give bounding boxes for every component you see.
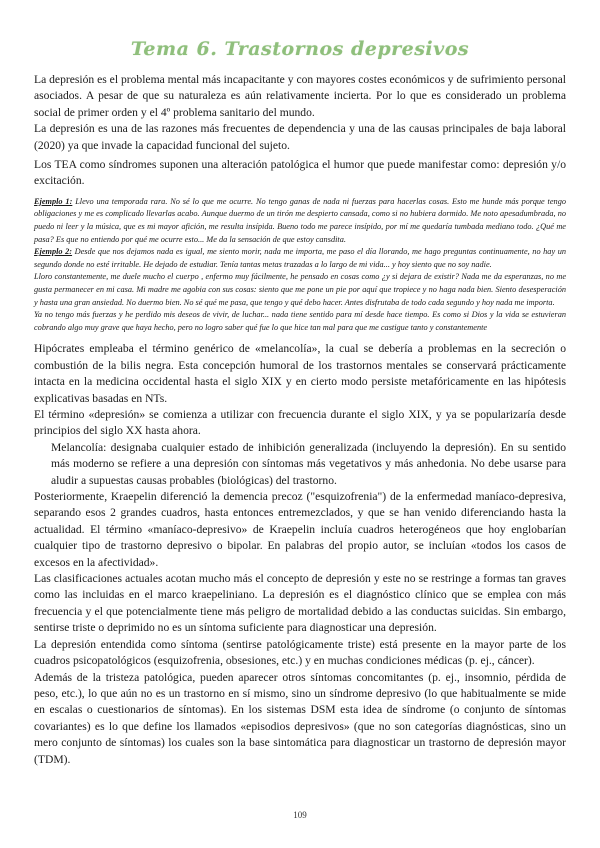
body-section [34,341,566,768]
example-2-text: Desde que nos dejamos nada es igual, me siento morir, nada me importa, me paso el día llorando, me hago preguntas continuamente, no hay un segundo donde no esté irritable. He dejado de estudiar. Tenía tantas metas trazadas a lo largo de mi vida... y hoy siento que no soy nadie. [34,247,566,269]
intro-paragraph: La depresión es una de las razones más frecuentes de dependencia y una de las causas principales de baja laboral (2020) ya que invade la capacidad funcional del sujeto. [34,122,566,152]
body-paragraph: Además de la tristeza patológica, pueden aparecer otros síntomas concomitantes (p. ej., insomnio, pérdida de peso, etc.), lo que aún no es un trastorno en sí mismo, sino un síndrome depresivo (lo que habitualmente se mide en escalas o cuestionarios de síntomas). En los sistemas DSM esta idea de síndrome (o conjunto de síntomas covariantes) es lo que define los llamados «episodios depresivos» (que no son categorías diagnósticas, sino un mero conjunto de síntomas) los cuales son la base sintomática para diagnosticar un trastorno de depresión mayor (TDM). [34,670,566,766]
body-paragraph: Las clasificaciones actuales acotan mucho más el concepto de depresión y este no se restringe a formas tan graves como las incluidas en el marco kraepeliniano. La depresión es el diagnóstico clínico que se emplea con más frecuencia y el que potencialmente tiene más peligro de mortalidad debido a las conductas suicidas. Sin embargo, sentirse triste o deprimido no es un síntoma suficiente para diagnosticar una depresión. [34,572,566,635]
intro-paragraph: Los TEA como síndromes suponen una alteración patológica el humor que puede manifestar como: depresión y/o excitación. [34,158,566,188]
body-paragraph: Posteriormente, Kraepelin diferenció la demencia precoz ("esquizofrenia") de la enfermedad maníaco-depresiva, separando esos 2 grandes cuadros, hasta entonces entremezclados, y que se han venido diferenciando hasta la actualidad. El término «maníaco-depresivo» de Kraepelin incluía cuadros heterogéneos que hoy englobarían cualquier tipo de trastorno depresivo o bipolar. En palabras del propio autor, se incluían «todos los casos de excesos en la afectividad». [34,490,566,569]
intro-section [34,72,566,190]
example-2-label: Ejemplo 2: [34,247,73,257]
page-number: 109 [293,810,307,820]
example-1 [34,196,566,246]
example-2 [34,246,566,271]
example-1-label: Ejemplo 1: [34,196,73,206]
body-paragraph: Hipócrates empleaba el término genérico de «melancolía», la cual se debería a problemas en la secreción o combustión de la bilis negra. Esta concepción humoral de los trastornos mentales se conservará prácticamente intacta en la medicina occidental hasta el siglo XIX y en cierto modo persiste metafóricamente en las hipótesis explicativas basadas en NTs. [34,342,566,405]
example-3-text: Lloro constantemente, me duele mucho el cuerpo , enfermo muy fácilmente, he pensado en cosas como ¿y si dejara de existir? Nada me da esperanzas, no me gusta permanecer en mi casa. Mi madre me agobia con sus cosas: siento que me pone un pie por aquí que tropiece y no haga nada bien. Siento desesperación y hasta una gran ansiedad. No duermo bien. No sé qué me pasa, que tengo y qué debo hacer. Antes disfrutaba de todo cada segundo y hoy nada me importa. [34,272,566,307]
example-1-text: Llevo una temporada rara. No sé lo que me ocurre. No tengo ganas de nada ni fuerzas para hacerlas cosas. Esto me hunde más porque tengo obligaciones y me es complicado llevarlas acabo. Aunque duermo de un tirón me despierto cansada, como si no hubiera dormido. Me noto apesadumbrada, no puedo ni leer y la música, que es mi mayor afición, me resulta insípida. Bueno todo me parece insípido, por mí me quedaría tumbada mediano todo. ¿Qué me pasa? Es que no entiendo por qué me ocurre esto... Me da la sensación de que estoy cansdita. [34,196,566,244]
example-4-text: Ya no tengo más fuerzas y he perdido mis deseos de vivir, de luchar... nada tiene sentido para mí desde hace tiempo. Es como si Dios y la vida se estuvieran cobrando algo muy grave que haya hecho, pero no logro saber qué fue lo que hice tan mal para que me castigue tanto y constantemente [34,310,566,332]
body-paragraph: El término «depresión» se comienza a utilizar con frecuencia durante el siglo XIX, y ya se popularizaría desde principios del siglo XX hasta ahora. [34,408,566,438]
intro-paragraph: La depresión es el problema mental más incapacitante y con mayores costes económicos y de sufrimiento personal asociados. A pesar de que su naturaleza es aún relativamente incierta. Por lo que es considerado un problema social de primer orden y el 4º problema sanitario del mundo. [34,73,566,119]
melancolia-definition: Melancolía: designaba cualquier estado de inhibición generalizada (incluyendo la depresión). En su sentido más moderno se refiere a una depresión con síntomas más vegetativos y más anhedonia. No debe usarse para aludir a supuestas causas probables (biológicas) del trastorno. [51,440,566,487]
examples-block [34,196,566,335]
body-paragraph: La depresión entendida como síntoma (sentirse patológicamente triste) está presente en la mayor parte de los cuadros psicopatológicos (esquizofrenia, obsesiones, etc.) y en muchas condiciones médicas (p. ej., cáncer). [34,637,566,668]
page-title: Tema 6. Trastornos depresivos [130,38,470,60]
